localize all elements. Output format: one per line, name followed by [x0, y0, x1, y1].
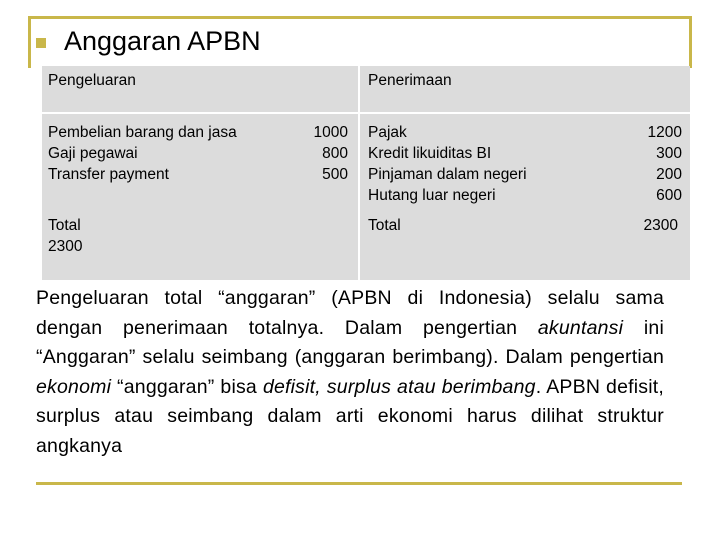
square-bullet-icon: [36, 38, 46, 48]
frame-top-border: [28, 16, 692, 19]
expenditure-value: 800: [322, 145, 348, 162]
expenditure-value: 1000: [313, 124, 348, 141]
expenditure-item: Pembelian barang dan jasa: [48, 124, 237, 141]
revenue-value: 300: [656, 145, 682, 162]
expenditure-value: 500: [322, 166, 348, 183]
table-row-divider: [42, 112, 690, 114]
frame-bottom-border: [36, 482, 682, 485]
table-column-divider: [358, 66, 360, 280]
explanation-paragraph: [36, 284, 664, 461]
paragraph-italic: akuntansi: [537, 316, 624, 339]
paragraph-text: . APBN defisit, surplus atau seimbang dalam arti ekonomi harus dilihat struktur angkanya: [36, 375, 665, 457]
header-expenditure: Pengeluaran: [48, 72, 136, 89]
frame-right-border: [689, 16, 692, 68]
header-revenue: Penerimaan: [368, 72, 452, 89]
paragraph-text: Pengeluaran total “anggaran” (APBN di Indonesia) selalu sama dengan penerimaan totalnya. Dalam pengertian: [36, 287, 664, 339]
slide-title: Anggaran APBN: [64, 26, 261, 56]
revenue-item: Pajak: [368, 124, 407, 141]
budget-table: [42, 66, 690, 280]
expenditure-item: Gaji pegawai: [48, 145, 138, 162]
revenue-item: Pinjaman dalam negeri: [368, 166, 527, 183]
revenue-value: 200: [656, 166, 682, 183]
revenue-total-value: 2300: [643, 217, 678, 234]
paragraph-text: ini “Anggaran” selalu seimbang (anggaran berimbang). Dalam pengertian: [36, 316, 664, 368]
paragraph-italic: defisit, surplus atau berimbang: [262, 375, 536, 398]
revenue-item: Kredit likuiditas BI: [368, 145, 492, 162]
revenue-value: 1200: [647, 124, 682, 141]
revenue-item: Hutang luar negeri: [368, 187, 496, 204]
frame-left-border: [28, 16, 31, 68]
paragraph-italic: ekonomi: [36, 375, 112, 398]
revenue-total-label: Total: [368, 217, 401, 234]
expenditure-total-value: 2300: [48, 238, 83, 255]
expenditure-item: Transfer payment: [48, 166, 169, 183]
paragraph-text: “anggaran” bisa: [111, 375, 263, 398]
expenditure-total-label: Total: [48, 217, 81, 234]
revenue-value: 600: [656, 187, 682, 204]
